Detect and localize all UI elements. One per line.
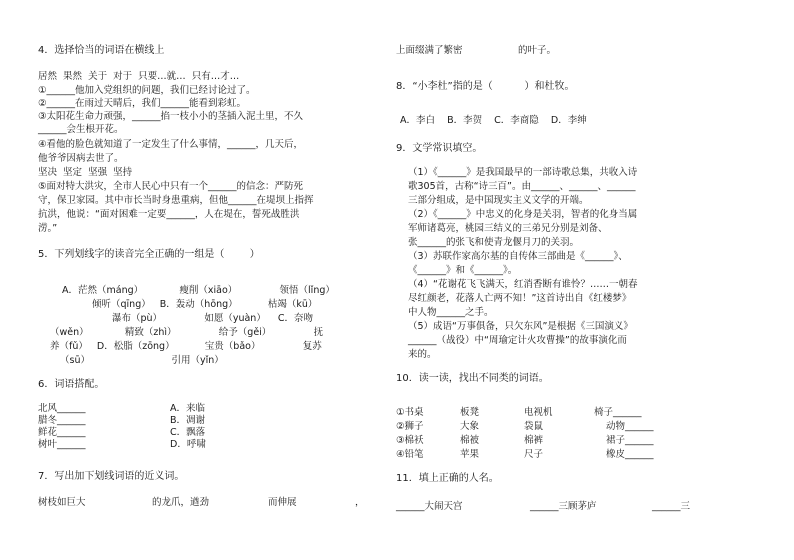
q9-line: ______（战役）中“周瑜定计火攻曹操”的故事演化而 [408,335,627,346]
q6-right-item: C．飘落 [170,427,206,438]
q7-text: 树枝如巨大 [38,497,86,508]
q8-options: A．李白 B．李贺 C．李商隐 D．李绅 [400,115,587,126]
q4-word-bank: 居然 果然 关于 对于 只要…就… 只有…才… [38,71,240,82]
q11-title: 11．填上正确的人名。 [396,473,499,484]
q10-cell: ④铅笔 [396,449,424,460]
q11-item: ______大闹天宫 [396,501,463,512]
q4-line: ②______在雨过天晴后，我们______能看到彩虹。 [38,98,247,109]
q9-line: （3）苏联作家高尔基的自传体三部曲是《______》、 [408,251,628,262]
q4-line: 涝。” [38,223,58,234]
q10-cell: 椅子______ [594,407,642,418]
q10-cell: 袋鼠 [524,421,544,432]
q5-line: 瀑布（pù） 如愿（yuàn） C．奈吻 [112,313,314,324]
q5-line: （wěn） 精致（zhì） 给予（gěi） 抚 [50,327,324,338]
q9-line: 军师诸葛亮，桃园三结义的三弟兄分别是刘备、 [408,223,608,234]
q10-cell: 动物______ [606,421,654,432]
q9-title: 9．文学常识填空。 [396,143,483,154]
q6-left-item: 腊冬______ [38,415,86,426]
continuation-text: 上面缀满了繁密 [396,45,463,56]
q8-title: 8．“小李杜”指的是（ ）和杜牧。 [396,81,575,92]
q7-text: 而伸展 [268,497,297,508]
q10-cell: 大象 [460,421,480,432]
q10-cell: 棉裤 [524,435,544,446]
q6-right-item: D．呼啸 [170,439,206,450]
q10-cell: 橡皮______ [606,449,654,460]
q9-line: 中人物______之手。 [408,307,494,318]
q5-line: （sū） 引用（yǐn） [60,355,224,366]
q4-line: ①______他加入党组织的问题，我们已经讨论过了。 [38,85,256,96]
q10-cell: 板凳 [460,407,480,418]
q10-cell: 电视机 [524,407,553,418]
q9-line: 来的。 [408,349,437,360]
q6-left-item: 北风______ [38,403,86,414]
q6-left-item: 树叶______ [38,439,86,450]
q10-cell: 裙子______ [606,435,654,446]
q4-title: 4．选择恰当的词语在横线上 [38,45,165,56]
q5-line: A．茫然（máng） 瘦削（xiāo） 领悟（lǐng） [62,285,335,296]
q10-cell: 苹果 [460,449,480,460]
q4-line: ③太阳花生命力顽强，______掐一枝小小的茎插入泥土里，不久 [38,111,304,122]
q4-line: ⑤面对特大洪灾，全市人民心中只有一个______的信念：严防死 [38,181,304,192]
q4-line: 抗洪，他说：“面对困难一定要______，人在堤在，誓死战胜洪 [38,209,300,220]
q7-title: 7．写出加下划线词语的近义词。 [38,471,185,482]
q4-line: 坚决 坚定 坚强 坚持 [38,167,133,178]
q6-right-item: B．凋谢 [170,415,206,426]
q9-line: 张______的张飞和使青龙偃月刀的关羽。 [408,237,580,248]
q9-line: 三部分组成，是中国现实主义文学的开端。 [408,195,589,206]
q10-cell: ③棉袄 [396,435,424,446]
q7-text: ， [355,497,365,508]
q5-title: 5．下列划线字的读音完全正确的一组是（ ） [38,249,260,260]
q9-line: （2）《______》中忠义的化身是关羽，智者的化身当属 [408,209,638,220]
q6-right-item: A．来临 [170,403,205,414]
q7-text: 的龙爪，遒劲 [152,497,210,508]
q6-left-item: 鲜花______ [38,427,86,438]
q9-line: 歌305首，古称“诗三百”。由______、______、______ [408,181,636,192]
q9-line: 尽红颜老，花落人亡两不知！”这首诗出自《红楼梦》 [408,293,632,304]
q6-title: 6．词语搭配。 [38,379,105,390]
q9-line: （4）“花谢花飞飞满天，红消香断有谁怜？……一朝春 [408,279,638,290]
q10-cell: ②狮子 [396,421,424,432]
q9-line: （5）成语“万事俱备，只欠东风”是根据《三国演义》 [408,321,633,332]
q9-line: （1）《______》是我国最早的一部诗歌总集，共收入诗 [408,167,638,178]
q10-title: 10．读一读，找出不同类的词语。 [396,373,549,384]
q11-item: ______三顾茅庐 [530,501,597,512]
q4-line: ______会生根开花。 [38,124,124,135]
q4-line: 他爷爷因病去世了。 [38,153,124,164]
q5-line: 养（fǔ） D．松脂（zōng） 宝贵（bǎo） 复苏 [50,341,322,352]
q10-cell: 尺子 [524,449,544,460]
q5-line: 倾听（qīng） B．轰动（hōng） 枯竭（kū） [92,299,318,310]
q11-item: ______三 [652,501,691,512]
q10-cell: 棉被 [460,435,480,446]
q10-cell: ①书桌 [396,407,424,418]
q9-line: 《______》和《______》。 [408,265,518,276]
q4-line: 守，保卫家园。其中市长当时身患重病，但他______在堤坝上指挥 [38,195,314,206]
q4-line: ④看他的脸色就知道了一定发生了什么事情，______，几天后， [38,139,304,150]
continuation-text: 的叶子。 [518,45,557,56]
